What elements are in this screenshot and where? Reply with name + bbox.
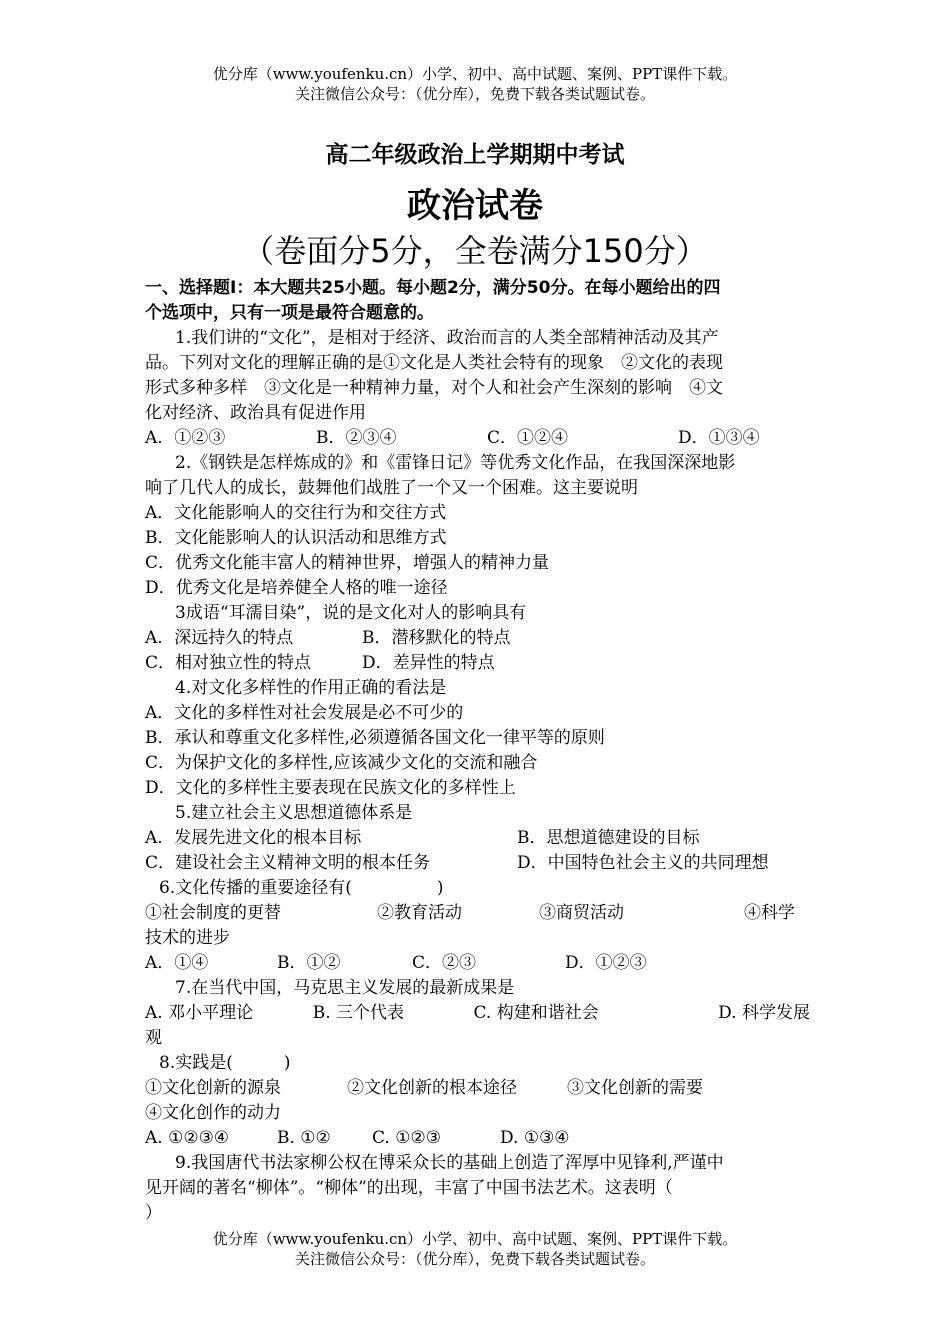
section-heading-line-1: 一、选择题Ⅰ：本大题共25小题。每小题2分，满分50分。在每小题给出的四 <box>145 278 721 298</box>
questions-body <box>145 276 810 1226</box>
q3-option-b: B．潜移默化的特点 <box>362 628 511 648</box>
q1-option-c: C．①②④ <box>487 428 569 448</box>
q5-options-cd <box>145 851 810 876</box>
q9-stem-1: 9.我国唐代书法家柳公权在博采众长的基础上创造了浑厚中见锋利,严谨中 <box>175 1153 724 1173</box>
q6-items <box>145 901 810 926</box>
q6-item-3: ③商贸活动 <box>539 903 624 923</box>
q5-options-ab <box>145 826 810 851</box>
q6-item-1: ①社会制度的更替 <box>145 903 281 923</box>
q6-stem: 6.文化传播的重要途径有( ) <box>159 878 444 898</box>
q1-stem-3: 形式多种多样 ③文化是一种精神力量，对个人和社会产生深刻的影响 ④文 <box>145 378 723 398</box>
q6-item-4-cont: 技术的进步 <box>145 928 230 948</box>
q1-option-b: B．②③④ <box>316 428 397 448</box>
q2-option-d: D．优秀文化是培养健全人格的唯一途径 <box>145 578 448 598</box>
q6-option-a: A．①④ <box>145 953 209 973</box>
q8-item-3: ③文化创新的需要 <box>567 1078 703 1098</box>
footer-line-2: 关注微信公众号：（优分库），免费下载各类试题试卷。 <box>294 1250 655 1268</box>
q4-option-d: D．文化的多样性主要表现在民族文化的多样性上 <box>145 778 516 798</box>
q1-option-d: D．①③④ <box>678 428 760 448</box>
q7-options <box>145 1001 810 1026</box>
q5-option-a: A．发展先进文化的根本目标 <box>145 828 362 848</box>
q1-stem-4: 化对经济、政治具有促进作用 <box>145 403 366 423</box>
q5-stem: 5.建立社会主义思想道德体系是 <box>175 803 413 823</box>
subject-title: 政治试卷 <box>407 186 543 226</box>
q7-option-d-cont: 观 <box>145 1028 162 1048</box>
q5-option-d: D．中国特色社会主义的共同理想 <box>517 853 769 873</box>
q2-stem-1: 2.《钢铁是怎样炼成的》和《雷锋日记》等优秀文化作品，在我国深深地影 <box>175 453 736 473</box>
score-note: （卷面分5分，全卷满分150分） <box>242 232 708 270</box>
q4-option-c: C．为保护文化的多样性,应该减少文化的交流和融合 <box>145 753 538 773</box>
q8-item-1: ①文化创新的源泉 <box>145 1078 281 1098</box>
q6-options <box>145 951 810 976</box>
header-line-1: 优分库（www.youfenku.cn）小学、初中、高中试题、案例、PPT课件下载。 <box>212 65 738 83</box>
q2-option-b: B．文化能影响人的认识活动和思维方式 <box>145 528 447 548</box>
q9-stem-2: 见开阔的著名“柳体”。“柳体”的出现，丰富了中国书法艺术。这表明（ <box>145 1178 673 1198</box>
q1-stem-1: 1.我们讲的“文化”，是相对于经济、政治而言的人类全部精神活动及其产 <box>175 328 719 348</box>
q7-option-b: B. 三个代表 <box>312 1003 405 1023</box>
header-line-2: 关注微信公众号：（优分库），免费下载各类试题试卷。 <box>294 85 655 103</box>
q8-item-2: ②文化创新的根本途径 <box>347 1078 517 1098</box>
q8-item-4: ④文化创作的动力 <box>145 1103 281 1123</box>
q8-option-c: C. ①②③ <box>372 1128 441 1148</box>
q3-option-a: A．深远持久的特点 <box>145 628 294 648</box>
q5-option-c: C．建设社会主义精神文明的根本任务 <box>145 853 431 873</box>
q3-option-c: C．相对独立性的特点 <box>145 653 312 673</box>
exam-title: 高二年级政治上学期期中考试 <box>325 142 625 168</box>
section-heading-line-2: 个选项中，只有一项是最符合题意的。 <box>145 303 434 323</box>
q8-items <box>145 1076 810 1101</box>
q1-options <box>145 426 810 451</box>
q1-option-a: A．①②③ <box>145 428 226 448</box>
q3-options-ab <box>145 626 810 651</box>
q8-option-a: A. ①②③④ <box>145 1128 230 1148</box>
q2-stem-2: 响了几代人的成长，鼓舞他们战胜了一个又一个困难。这主要说明 <box>145 478 638 498</box>
q7-option-a: A. 邓小平理论 <box>145 1003 254 1023</box>
q6-option-c: C．②③ <box>412 953 477 973</box>
q6-item-4: ④科学 <box>744 903 795 923</box>
q4-option-a: A．文化的多样性对社会发展是必不可少的 <box>145 703 464 723</box>
q3-option-d: D．差异性的特点 <box>362 653 495 673</box>
q8-options <box>145 1126 810 1151</box>
q2-option-c: C．优秀文化能丰富人的精神世界，增强人的精神力量 <box>145 553 550 573</box>
q8-stem: 8.实践是( ) <box>159 1053 291 1073</box>
q9-stem-3: ） <box>145 1203 162 1223</box>
q2-option-a: A．文化能影响人的交往行为和交往方式 <box>145 503 447 523</box>
q7-stem: 7.在当代中国，马克思主义发展的最新成果是 <box>175 978 515 998</box>
q6-option-d: D．①②③ <box>565 953 647 973</box>
q8-option-b: B. ①② <box>277 1128 331 1148</box>
q6-option-b: B．①② <box>277 953 341 973</box>
q6-item-2: ②教育活动 <box>377 903 462 923</box>
q5-option-b: B．思想道德建设的目标 <box>517 828 700 848</box>
q7-option-c: C. 构建和谐社会 <box>473 1003 599 1023</box>
footer-line-1: 优分库（www.youfenku.cn）小学、初中、高中试题、案例、PPT课件下载。 <box>212 1230 738 1248</box>
q1-stem-2: 品。下列对文化的理解正确的是①文化是人类社会特有的现象 ②文化的表现 <box>145 353 723 373</box>
q7-option-d: D. 科学发展 <box>718 1003 810 1023</box>
q4-option-b: B．承认和尊重文化多样性,必须遵循各国文化一律平等的原则 <box>145 728 605 748</box>
q4-stem: 4.对文化多样性的作用正确的看法是 <box>175 678 447 698</box>
q3-options-cd <box>145 651 810 676</box>
q8-option-d: D. ①③④ <box>500 1128 570 1148</box>
q3-stem: 3成语“耳濡目染”，说的是文化对人的影响具有 <box>175 603 527 623</box>
